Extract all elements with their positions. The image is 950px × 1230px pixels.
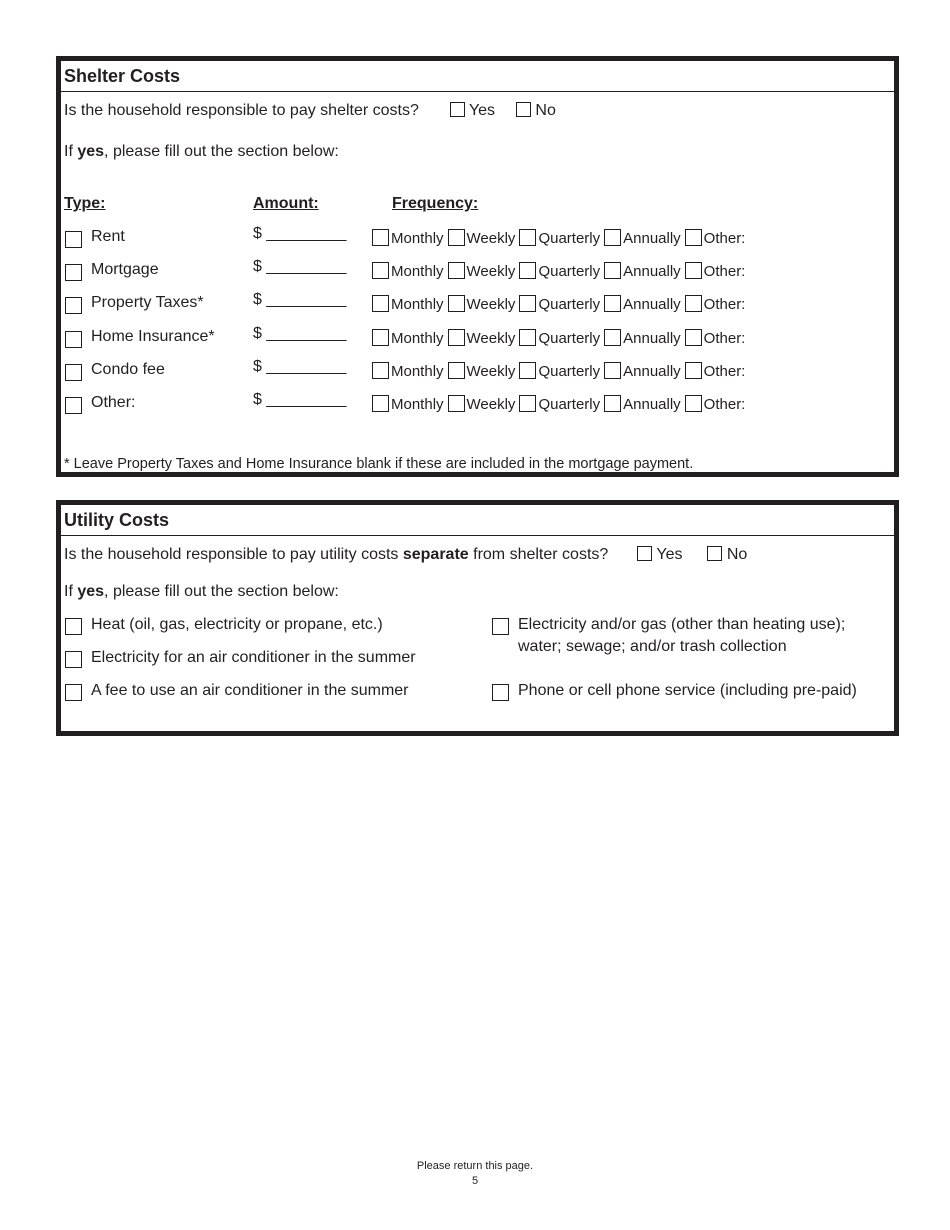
frequency-other-checkbox[interactable] <box>685 229 702 246</box>
frequency-weekly-checkbox[interactable] <box>448 329 465 346</box>
utility-instruction-bold: yes <box>77 583 105 600</box>
utility-instruction-suffix: , please fill out the section below: <box>104 583 339 600</box>
shelter-yes-checkbox[interactable] <box>450 102 465 117</box>
frequency-annually-checkbox[interactable] <box>604 229 621 246</box>
frequency-quarterly-checkbox[interactable] <box>519 262 536 279</box>
frequency-other-label: Other: <box>703 396 746 413</box>
utility-costs-title: Utility Costs <box>61 505 894 536</box>
frequency-quarterly-label: Quarterly <box>538 396 601 413</box>
frequency-other-checkbox[interactable] <box>685 395 702 412</box>
utility-yes-label: Yes <box>656 546 683 563</box>
frequency-annually-label: Annually <box>623 363 681 380</box>
frequency-quarterly-label: Quarterly <box>538 296 601 313</box>
frequency-options <box>372 395 745 413</box>
frequency-other-label: Other: <box>703 230 746 247</box>
type-label: Mortgage <box>91 261 159 278</box>
type-label: Other: <box>91 394 136 411</box>
frequency-weekly-label: Weekly <box>466 263 516 280</box>
frequency-other-label: Other: <box>703 263 746 280</box>
utility-question-suffix: from shelter costs? <box>468 546 609 563</box>
shelter-instruction-bold: yes <box>77 143 105 160</box>
frequency-other-checkbox[interactable] <box>685 329 702 346</box>
type-label: Property Taxes* <box>91 294 204 311</box>
frequency-quarterly-label: Quarterly <box>538 363 601 380</box>
frequency-weekly-checkbox[interactable] <box>448 229 465 246</box>
frequency-annually-label: Annually <box>623 396 681 413</box>
frequency-monthly-checkbox[interactable] <box>372 229 389 246</box>
utility-no-label: No <box>726 546 748 563</box>
frequency-monthly-label: Monthly <box>391 230 444 247</box>
ac-fee-checkbox[interactable] <box>65 684 82 701</box>
shelter-no-label: No <box>535 102 556 119</box>
utilities-label-line2: water; sewage; and/or trash collection <box>518 638 787 655</box>
heat-checkbox[interactable] <box>65 618 82 635</box>
frequency-monthly-checkbox[interactable] <box>372 362 389 379</box>
frequency-annually-checkbox[interactable] <box>604 395 621 412</box>
frequency-weekly-checkbox[interactable] <box>448 362 465 379</box>
frequency-weekly-label: Weekly <box>466 396 516 413</box>
ac-electricity-checkbox[interactable] <box>65 651 82 668</box>
type-checkbox[interactable] <box>65 297 82 314</box>
shelter-yes-label: Yes <box>468 102 496 119</box>
frequency-monthly-label: Monthly <box>391 330 444 347</box>
type-label: Home Insurance* <box>91 328 215 345</box>
frequency-monthly-label: Monthly <box>391 396 444 413</box>
frequency-options <box>372 295 745 313</box>
frequency-weekly-checkbox[interactable] <box>448 295 465 312</box>
type-checkbox[interactable] <box>65 264 82 281</box>
frequency-annually-label: Annually <box>623 230 681 247</box>
frequency-quarterly-label: Quarterly <box>538 330 601 347</box>
frequency-weekly-label: Weekly <box>466 363 516 380</box>
frequency-other-label: Other: <box>703 296 746 313</box>
frequency-monthly-checkbox[interactable] <box>372 262 389 279</box>
frequency-annually-label: Annually <box>623 263 681 280</box>
frequency-weekly-checkbox[interactable] <box>448 262 465 279</box>
page-number: 5 <box>471 1175 479 1187</box>
frequency-weekly-label: Weekly <box>466 230 516 247</box>
frequency-weekly-label: Weekly <box>466 296 516 313</box>
type-checkbox[interactable] <box>65 364 82 381</box>
frequency-annually-checkbox[interactable] <box>604 362 621 379</box>
frequency-annually-checkbox[interactable] <box>604 262 621 279</box>
utility-yes-checkbox[interactable] <box>637 546 652 561</box>
frequency-monthly-checkbox[interactable] <box>372 395 389 412</box>
ac-fee-label: A fee to use an air conditioner in the summer <box>91 682 409 699</box>
type-checkbox[interactable] <box>65 397 82 414</box>
footer-text: Please return this page. <box>416 1160 534 1172</box>
frequency-annually-checkbox[interactable] <box>604 295 621 312</box>
shelter-question-row <box>64 102 556 120</box>
frequency-annually-label: Annually <box>623 330 681 347</box>
frequency-quarterly-checkbox[interactable] <box>519 362 536 379</box>
amount-field[interactable]: $ _________ <box>253 391 347 408</box>
frequency-quarterly-label: Quarterly <box>538 263 601 280</box>
amount-field[interactable]: $ _________ <box>253 258 347 275</box>
frequency-other-checkbox[interactable] <box>685 262 702 279</box>
utility-question-bold: separate <box>402 546 469 563</box>
frequency-annually-label: Annually <box>623 296 681 313</box>
amount-field[interactable]: $ _________ <box>253 325 347 342</box>
shelter-instruction-prefix: If <box>64 143 78 160</box>
phone-checkbox[interactable] <box>492 684 509 701</box>
shelter-instruction <box>64 143 339 161</box>
utility-question-prefix: Is the household responsible to pay utility costs <box>64 546 403 563</box>
frequency-quarterly-label: Quarterly <box>538 230 601 247</box>
type-label: Condo fee <box>91 361 165 378</box>
frequency-options <box>372 262 745 280</box>
utilities-checkbox[interactable] <box>492 618 509 635</box>
utilities-label-line1: Electricity and/or gas (other than heating use); <box>518 616 846 633</box>
frequency-quarterly-checkbox[interactable] <box>519 329 536 346</box>
amount-field[interactable]: $ _________ <box>253 225 347 242</box>
frequency-monthly-label: Monthly <box>391 263 444 280</box>
shelter-no-checkbox[interactable] <box>516 102 531 117</box>
frequency-other-checkbox[interactable] <box>685 295 702 312</box>
frequency-other-label: Other: <box>703 330 746 347</box>
frequency-annually-checkbox[interactable] <box>604 329 621 346</box>
frequency-quarterly-checkbox[interactable] <box>519 295 536 312</box>
utility-question-row <box>64 546 747 564</box>
utility-no-checkbox[interactable] <box>707 546 722 561</box>
shelter-costs-panel <box>56 56 899 477</box>
utility-costs-panel <box>56 500 899 736</box>
shelter-footnote: * Leave Property Taxes and Home Insurance blank if these are included in the mortgage payment. <box>64 456 694 472</box>
frequency-weekly-label: Weekly <box>466 330 516 347</box>
phone-label: Phone or cell phone service (including pre-paid) <box>518 682 857 699</box>
type-checkbox[interactable] <box>65 331 82 348</box>
frequency-other-checkbox[interactable] <box>685 362 702 379</box>
frequency-options <box>372 229 745 247</box>
frequency-weekly-checkbox[interactable] <box>448 395 465 412</box>
utility-instruction-prefix: If <box>64 583 78 600</box>
shelter-question: Is the household responsible to pay shelter costs? <box>64 102 419 119</box>
heat-label: Heat (oil, gas, electricity or propane, etc.) <box>91 616 383 633</box>
utility-instruction <box>64 583 339 601</box>
type-header: Type: <box>64 195 106 212</box>
type-checkbox[interactable] <box>65 231 82 248</box>
shelter-instruction-suffix: , please fill out the section below: <box>104 143 339 160</box>
frequency-quarterly-checkbox[interactable] <box>519 229 536 246</box>
frequency-monthly-label: Monthly <box>391 296 444 313</box>
frequency-monthly-checkbox[interactable] <box>372 295 389 312</box>
frequency-header: Frequency: <box>392 195 479 212</box>
amount-field[interactable]: $ _________ <box>253 358 347 375</box>
shelter-costs-title: Shelter Costs <box>61 61 894 92</box>
frequency-options <box>372 362 745 380</box>
ac-electricity-label: Electricity for an air conditioner in the summer <box>91 649 416 666</box>
frequency-other-label: Other: <box>703 363 746 380</box>
frequency-monthly-label: Monthly <box>391 363 444 380</box>
amount-field[interactable]: $ _________ <box>253 291 347 308</box>
frequency-options <box>372 329 745 347</box>
amount-header: Amount: <box>253 195 319 212</box>
frequency-monthly-checkbox[interactable] <box>372 329 389 346</box>
type-label: Rent <box>91 228 125 245</box>
frequency-quarterly-checkbox[interactable] <box>519 395 536 412</box>
